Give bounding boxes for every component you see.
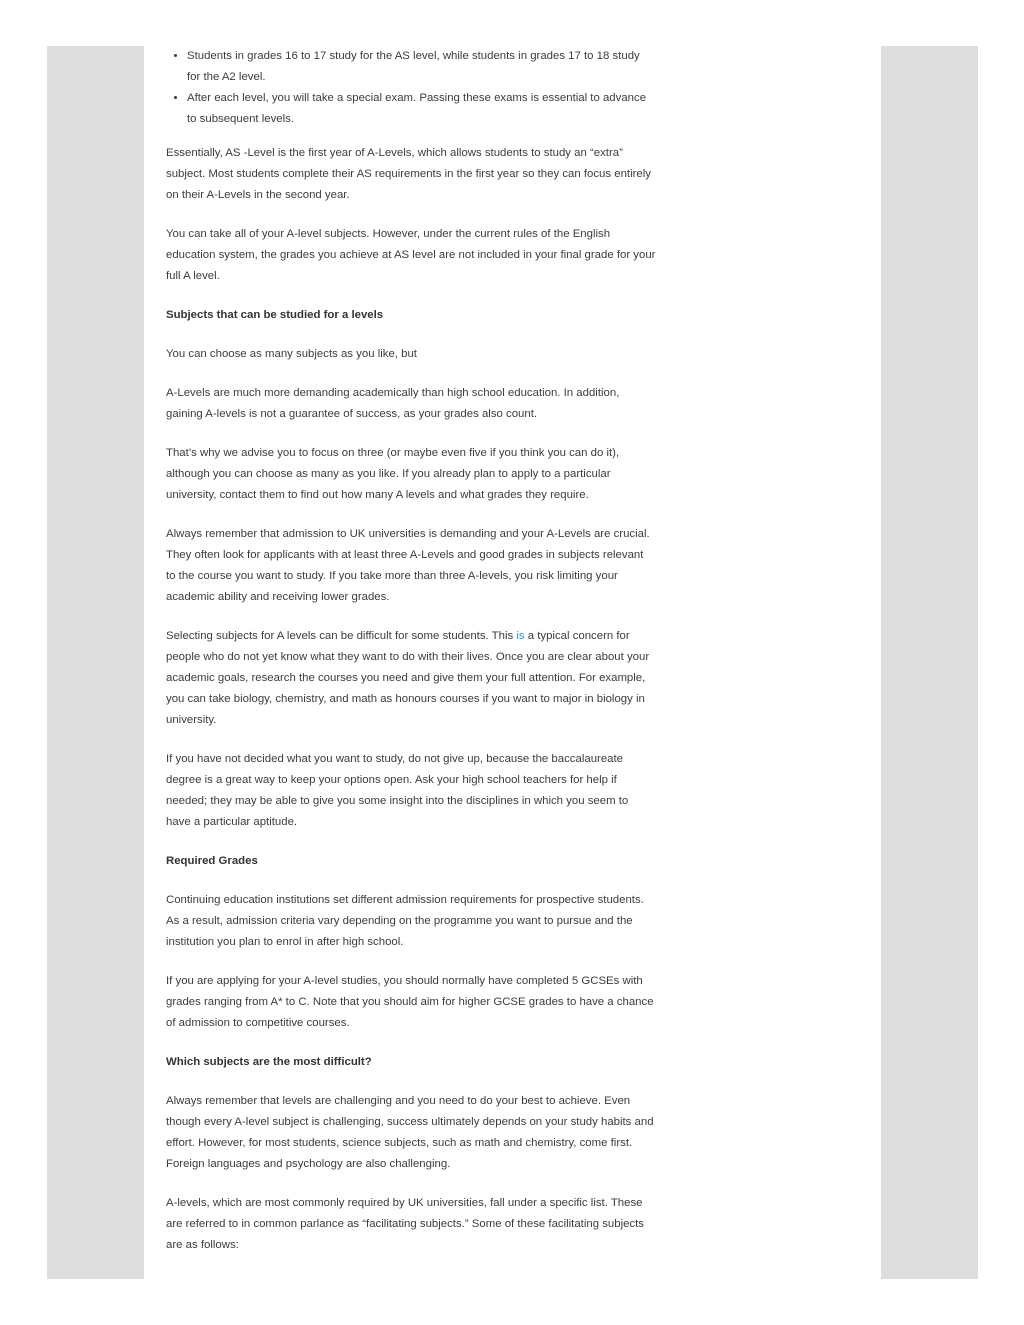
inline-link[interactable]: is — [516, 630, 525, 642]
paragraph-challenging: Always remember that levels are challenging and you need to do your best to achieve. Even though every A-level subject is challenging, success ultimately depends on your study habits and effort. However, for most students, science subjects, such as math and chemistry, come first. Foreign languages and psychology are also challenging. — [166, 1095, 654, 1170]
heading-most-difficult: Which subjects are the most difficult? — [166, 1056, 372, 1068]
paragraph-selecting-subjects — [166, 626, 656, 731]
list-item: • Students in grades 16 to 17 study for the AS level, while students in grades 17 to 18 study for the A2 level. — [187, 46, 656, 88]
heading-subjects: Subjects that can be studied for a levels — [166, 309, 384, 321]
right-margin-panel — [881, 46, 978, 1279]
paragraph-choose-subjects: You can choose as many subjects as you like, but — [166, 348, 417, 360]
left-margin-panel — [47, 46, 144, 1279]
article-body — [166, 46, 656, 1274]
paragraph-focus-three: That’s why we advise you to focus on three (or maybe even five if you think you can do it), although you can choose as many as you like. If you already plan to apply to a particular university, contact them to find out how many A levels and what grades they require. — [166, 447, 620, 501]
paragraph-a-level-subjects: You can take all of your A-level subjects. However, under the current rules of the English education system, the grades you achieve at AS level are not included in your final grade for your full A level. — [166, 228, 656, 282]
bullet-list — [166, 46, 656, 130]
paragraph-baccalaureate: If you have not decided what you want to study, do not give up, because the baccalaureate degree is a great way to keep your options open. Ask your high school teachers for help if needed; they may be able to give you some insight into the disciplines in which you seem to have a particular aptitude. — [166, 753, 629, 828]
paragraph-as-level: Essentially, AS -Level is the first year of A-Levels, which allows students to study an “extra” subject. Most students complete their AS requirements in the first year so they can focus entirely on their A-Levels in the second year. — [166, 147, 651, 201]
heading-required-grades: Required Grades — [166, 855, 258, 867]
paragraph-admission-requirements: Continuing education institutions set different admission requirements for prospective students. As a result, admission criteria vary depending on the programme you want to pursue and the institution you plan to enrol in after high school. — [166, 894, 644, 948]
text-span: a typical concern for people who do not yet know what they want to do with their lives. Once you are clear about your academic goals, research the courses you need and give them your full attention. For example, you can take biology, chemistry, and math as honours courses if you want to major in biology in university. — [166, 630, 650, 726]
paragraph-facilitating-subjects: A-levels, which are most commonly required by UK universities, fall under a specific list. These are referred to in common parlance as “facilitating subjects.” Some of these facilitating subjects are as follows: — [166, 1197, 645, 1251]
list-item: • After each level, you will take a special exam. Passing these exams is essential to advance to subsequent levels. — [187, 88, 656, 130]
paragraph-demanding: A-Levels are much more demanding academically than high school education. In addition, gaining A-levels is not a guarantee of success, as your grades also count. — [166, 387, 620, 420]
paragraph-gcses: If you are applying for your A-level studies, you should normally have completed 5 GCSEs with grades ranging from A* to C. Note that you should aim for higher GCSE grades to have a chance of admission to competitive courses. — [166, 975, 654, 1029]
paragraph-admission-uk: Always remember that admission to UK universities is demanding and your A-Levels are crucial. They often look for applicants with at least three A-Levels and good grades in subjects relevant to the course you want to study. If you take more than three A-levels, you risk limiting your academic ability and receiving lower grades. — [166, 528, 650, 603]
text-span: Selecting subjects for A levels can be difficult for some students. This — [166, 630, 517, 642]
